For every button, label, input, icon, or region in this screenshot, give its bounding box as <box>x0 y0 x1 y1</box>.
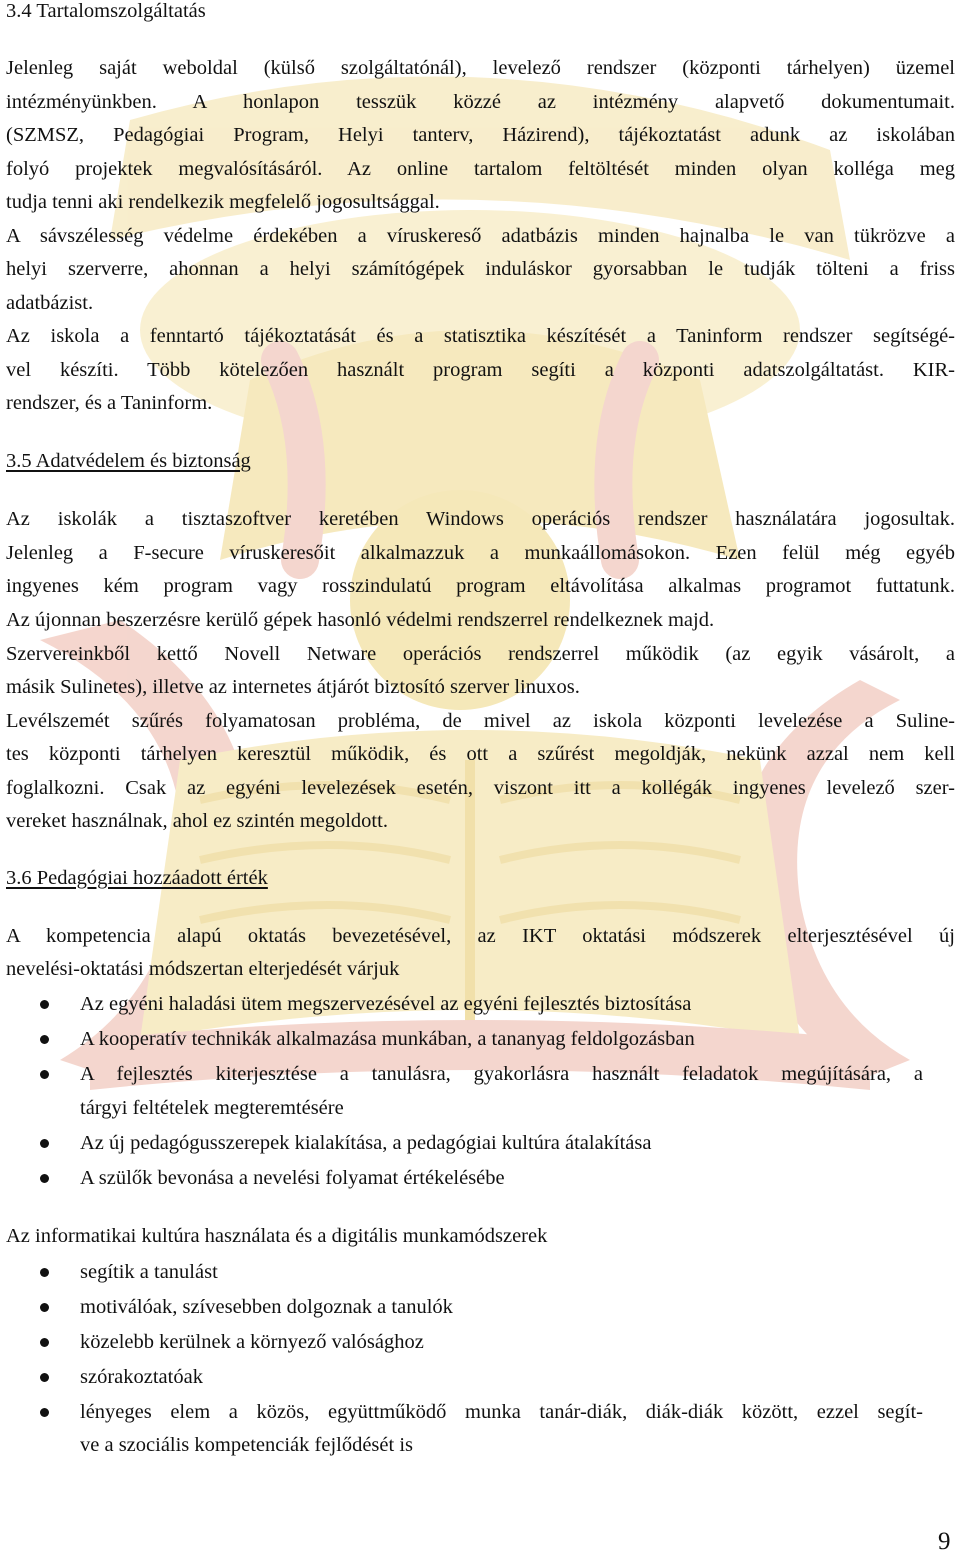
paragraph-line: Az iskolák a tisztaszoftver keretében Windows operációs rendszer használatára jogosultak. <box>6 508 955 530</box>
section-heading: 3.6 Pedagógiai hozzáadott érték <box>6 867 268 889</box>
paragraph-line: tes központi tárhelyen keresztül működik, és ott a szűrést megoldják, nekünk azzal nem kell <box>6 743 955 765</box>
page-number: 9 <box>938 1528 951 1555</box>
bullet-dot <box>40 1035 49 1044</box>
paragraph-line: (SZMSZ, Pedagógiai Program, Helyi tanterv, Házirend), tájékoztatást adunk az iskolában <box>6 124 955 146</box>
paragraph-line: tudja tenni aki rendelkezik megfelelő jogosultsággal. <box>6 191 440 213</box>
paragraph-line: Jelenleg a F-secure víruskeresőit alkalmazzuk a munkaállomásokon. Ezen felül még egyéb <box>6 542 955 564</box>
paragraph-line: intézményünkben. A honlapon tesszük közzé az intézmény alapvető dokumentumait. <box>6 91 955 113</box>
list-item: motiválóak, szívesebben dolgoznak a tanulók <box>80 1296 453 1318</box>
list-item-continuation: tárgyi feltételek megteremtésére <box>80 1097 344 1119</box>
bullet-dot <box>40 1338 49 1347</box>
paragraph-line: A sávszélesség védelme érdekében a víruskereső adatbázis minden hajnalba le van tükrözve a <box>6 225 955 247</box>
list-item: A szülők bevonása a nevelési folyamat értékelésébe <box>80 1167 505 1189</box>
section-heading: 3.4 Tartalomszolgáltatás <box>6 0 206 22</box>
list-item: Az új pedagógusszerepek kialakítása, a pedagógiai kultúra átalakítása <box>80 1132 652 1154</box>
paragraph-line: másik Sulinetes), illetve az internetes átjárót biztosító szerver linuxos. <box>6 676 580 698</box>
list-item-continuation: ve a szociális kompetenciák fejlődését is <box>80 1434 414 1456</box>
bullet-dot <box>40 1268 49 1277</box>
section-heading: 3.5 Adatvédelem és biztonság <box>6 450 251 472</box>
paragraph-line: Az iskola a fenntartó tájékoztatását és a statisztika készítését a Taninform rendszer segítségé- <box>6 325 955 347</box>
paragraph-line: vereket használnak, ahol ez szintén megoldott. <box>6 810 388 832</box>
paragraph-line: Levélszemét szűrés folyamatosan probléma, de mivel az iskola központi levelezése a Suline- <box>6 710 955 732</box>
bullet-dot <box>40 1174 49 1183</box>
paragraph-line: rendszer, és a Taninform. <box>6 392 213 414</box>
paragraph-line: folyó projektek megvalósításáról. Az online tartalom feltöltését minden olyan kolléga meg <box>6 158 955 180</box>
paragraph-line: A kompetencia alapú oktatás bevezetésével, az IKT oktatási módszerek elterjesztésével új <box>6 925 955 947</box>
paragraph-line: foglalkozni. Csak az egyéni levelezések esetén, viszont itt a kollégák ingyenes levelező szer- <box>6 777 955 799</box>
paragraph-line: adatbázist. <box>6 292 94 314</box>
bullet-dot <box>40 1303 49 1312</box>
paragraph-line: Szervereinkből kettő Novell Netware operációs rendszerrel működik (az egyik vásárolt, a <box>6 643 955 665</box>
paragraph-line: Jelenleg saját weboldal (külső szolgáltatónál), levelező rendszer (központi tárhelyen) üzemel <box>6 57 955 79</box>
bullet-dot <box>40 1139 49 1148</box>
list-item: lényeges elem a közös, együttműködő munka tanár-diák, diák-diák között, ezzel segít- <box>80 1401 923 1423</box>
list-item: szórakoztatóak <box>80 1366 203 1388</box>
bullet-dot <box>40 1000 49 1009</box>
list-item: Az egyéni haladási ütem megszervezésével az egyéni fejlesztés biztosítása <box>80 993 692 1015</box>
list-item: A kooperatív technikák alkalmazása munkában, a tananyag feldolgozásban <box>80 1028 695 1050</box>
list-item: A fejlesztés kiterjesztése a tanulásra, gyakorlásra használt feladatok megújítására, a <box>80 1063 923 1085</box>
paragraph-line: vel készíti. Több kötelezően használt program segíti a központi adatszolgáltatást. KIR- <box>6 359 955 381</box>
list-item: közelebb kerülnek a környező valósághoz <box>80 1331 424 1353</box>
bullet-dot <box>40 1408 49 1417</box>
bullet-dot <box>40 1373 49 1382</box>
paragraph-line: nevelési-oktatási módszertan elterjedését várjuk <box>6 958 400 980</box>
bullet-dot <box>40 1070 49 1079</box>
list-item: segítik a tanulást <box>80 1261 218 1283</box>
paragraph-line: helyi szerverre, ahonnan a helyi számítógépek induláskor gyorsabban le tudják tölteni a friss <box>6 258 955 280</box>
paragraph-line: Az informatikai kultúra használata és a digitális munkamódszerek <box>6 1225 548 1247</box>
paragraph-line: ingyenes kém program vagy rosszindulatú program eltávolítása alkalmas programot futtatunk. <box>6 575 955 597</box>
paragraph-line: Az újonnan beszerzésre kerülő gépek hasonló védelmi rendszerrel rendelkeznek majd. <box>6 609 715 631</box>
